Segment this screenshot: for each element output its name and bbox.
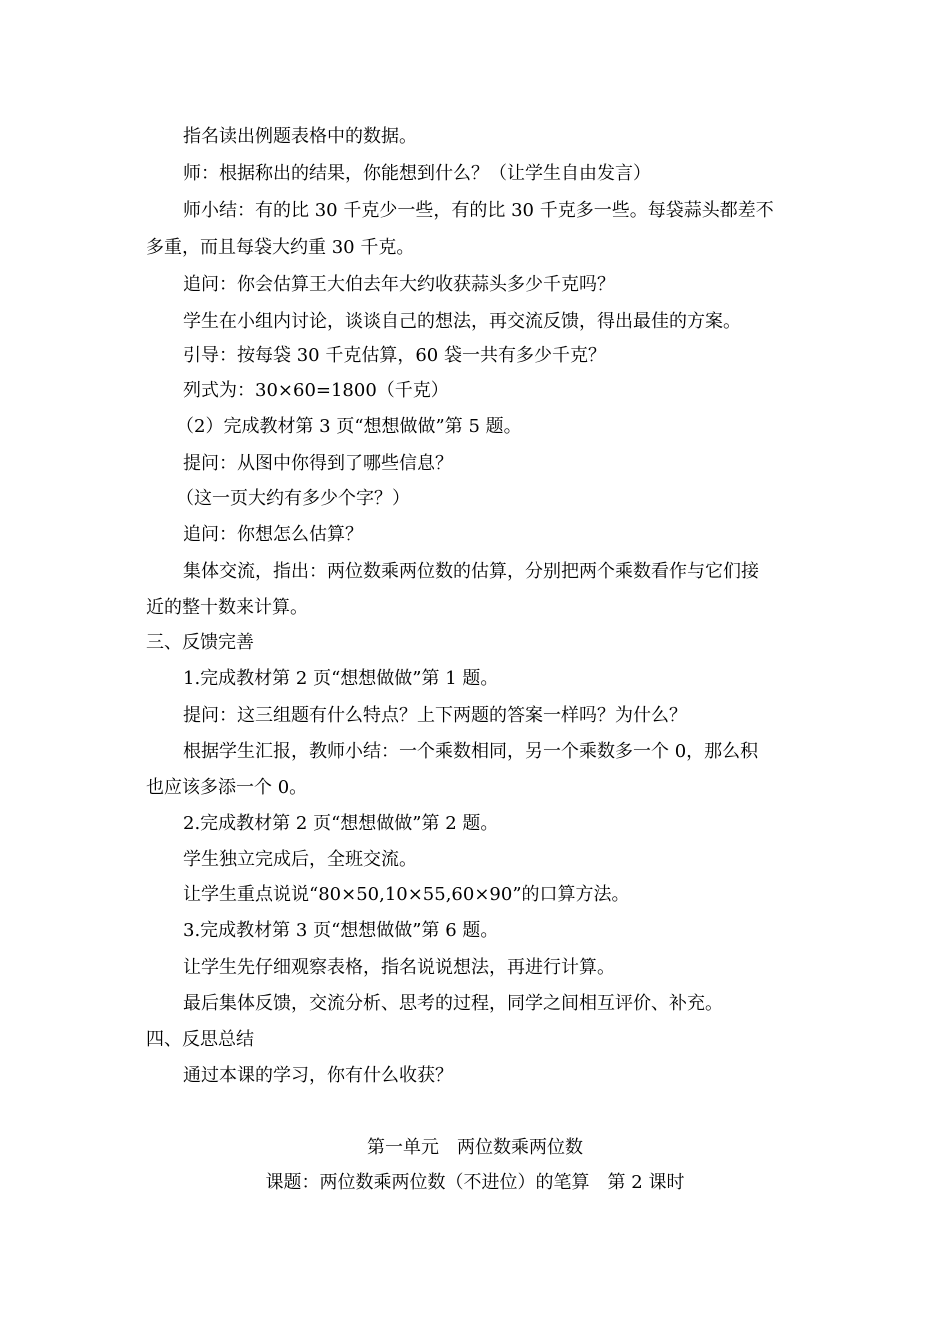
paragraph-line: 3.完成教材第 3 页“想想做做”第 6 题。 bbox=[183, 920, 499, 941]
paragraph-line: 师小结：有的比 30 千克少一些，有的比 30 千克多一些。每袋蒜头都差不 bbox=[183, 200, 774, 221]
paragraph-line: 追问：你会估算王大伯去年大约收获蒜头多少千克吗？ bbox=[183, 274, 615, 295]
section-heading: 四、反思总结 bbox=[146, 1029, 254, 1050]
paragraph-line: 集体交流，指出：两位数乘两位数的估算，分别把两个乘数看作与它们接 bbox=[183, 561, 759, 582]
paragraph-line: 也应该多添一个 0。 bbox=[146, 777, 308, 798]
paragraph-line: 让学生重点说说“80×50,10×55,60×90”的口算方法。 bbox=[183, 884, 630, 905]
paragraph-line: 学生独立完成后，全班交流。 bbox=[183, 849, 417, 870]
paragraph-line: 引导：按每袋 30 千克估算，60 袋一共有多少千克？ bbox=[183, 345, 606, 366]
paragraph-line: 指名读出例题表格中的数据。 bbox=[183, 126, 417, 147]
paragraph-line: 提问：这三组题有什么特点？上下两题的答案一样吗？为什么？ bbox=[183, 705, 687, 726]
paragraph-line: （这一页大约有多少个字？） bbox=[176, 488, 410, 509]
paragraph-line: 近的整十数来计算。 bbox=[146, 597, 308, 618]
unit-title: 第一单元 两位数乘两位数 bbox=[367, 1137, 583, 1158]
paragraph-line: 列式为：30×60=1800（千克） bbox=[183, 380, 449, 401]
paragraph-line: 让学生先仔细观察表格，指名说说想法，再进行计算。 bbox=[183, 957, 615, 978]
section-heading: 三、反馈完善 bbox=[146, 632, 254, 653]
paragraph-line: 根据学生汇报，教师小结：一个乘数相同，另一个乘数多一个 0，那么积 bbox=[183, 741, 759, 762]
paragraph-line: 通过本课的学习，你有什么收获？ bbox=[183, 1065, 453, 1086]
paragraph-line: 1.完成教材第 2 页“想想做做”第 1 题。 bbox=[183, 668, 499, 689]
paragraph-line: 学生在小组内讨论，谈谈自己的想法，再交流反馈，得出最佳的方案。 bbox=[183, 311, 741, 332]
paragraph-line: 最后集体反馈，交流分析、思考的过程，同学之间相互评价、补充。 bbox=[183, 993, 723, 1014]
paragraph-line: 多重，而且每袋大约重 30 千克。 bbox=[146, 237, 415, 258]
paragraph-line: 师：根据称出的结果，你能想到什么？（让学生自由发言） bbox=[183, 163, 651, 184]
paragraph-line: 2.完成教材第 2 页“想想做做”第 2 题。 bbox=[183, 813, 499, 834]
lesson-title: 课题：两位数乘两位数（不进位）的笔算 第 2 课时 bbox=[265, 1172, 685, 1193]
paragraph-line: （2）完成教材第 3 页“想想做做”第 5 题。 bbox=[176, 416, 522, 437]
paragraph-line: 提问：从图中你得到了哪些信息？ bbox=[183, 453, 453, 474]
paragraph-line: 追问：你想怎么估算？ bbox=[183, 524, 363, 545]
